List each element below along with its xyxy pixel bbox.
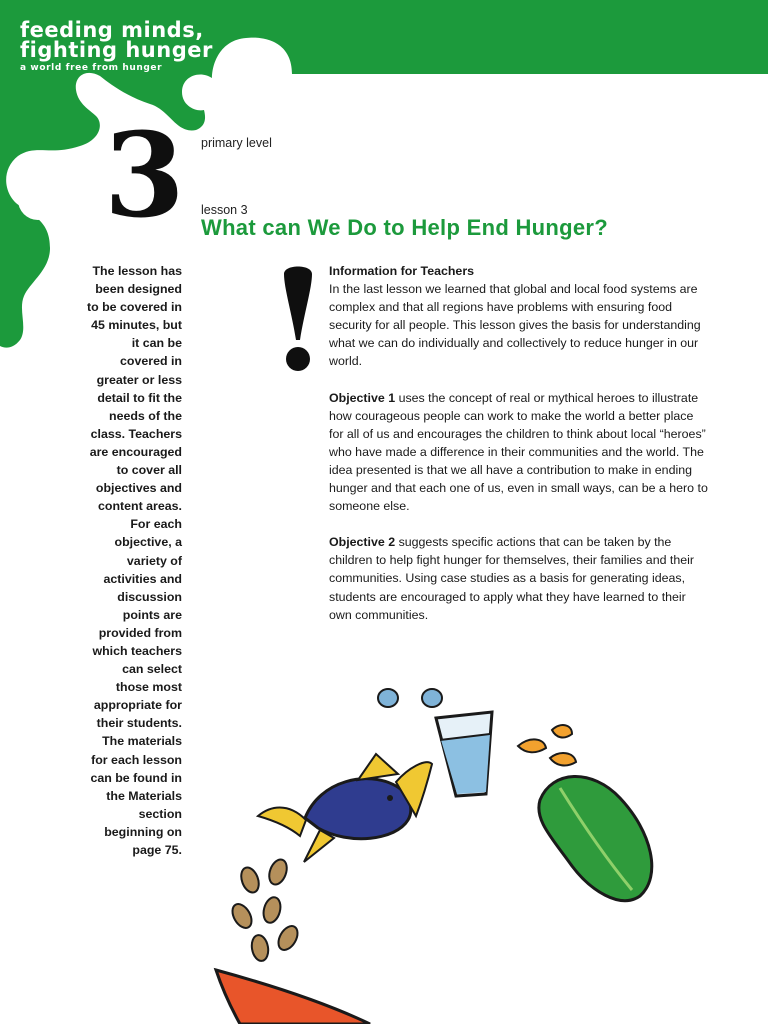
sidebar-line: objectives and [95,481,182,496]
sidebar-line: class. Teachers [90,426,182,441]
objective2-paragraph [329,533,709,623]
sidebar-line: their students. [96,716,182,731]
sidebar-line: 45 minutes, but [91,318,182,333]
sidebar-line: been designed [95,282,182,297]
food-illustration [200,670,720,1024]
sidebar-line: section [138,806,182,821]
sidebar-line: can select [122,662,182,677]
objective1-label: Objective 1 [329,390,396,405]
water-drops [378,689,442,707]
exclamation-icon [280,262,316,374]
sidebar-line: provided from [98,625,182,640]
orange-slices [518,725,576,765]
sidebar-line: those most [115,680,182,695]
sidebar-line: covered in [120,354,182,369]
sidebar-line: greater or less [96,372,182,387]
sidebar-note [58,262,182,859]
sidebar-line: can be found in [90,770,182,785]
sidebar-line: The materials [102,734,182,749]
brand-title-line1: feeding minds, [20,18,204,42]
brand-tagline: a world free from hunger [20,63,163,73]
sidebar-line: which teachers [92,643,182,658]
brand-title-line2: fighting hunger [20,38,213,62]
sidebar-line: page 75. [132,843,182,857]
sidebar-line: it can be [131,336,182,351]
sidebar-line: variety of [126,553,182,568]
objective1-paragraph [329,389,709,516]
sidebar-line: The lesson has [92,264,182,278]
sidebar-line: to cover all [116,463,182,478]
lesson-label: lesson 3 [201,203,248,217]
objective2-label: Objective 2 [329,535,396,550]
green-vegetable [539,776,652,900]
sidebar-line: appropriate for [93,698,182,713]
sidebar-line: for each lesson [91,752,182,767]
sidebar-line: discussion [117,589,182,604]
info-paragraph: In the last lesson we learned that global and local food systems are complex and that all regions have problems with ensuring food security for all people. This lesson gives the basis for understanding what we can do individually and collectively to reduce hunger in our world. [329,282,701,369]
water-glass [436,712,492,796]
fish [258,754,432,862]
sidebar-line: needs of the [109,408,182,423]
sidebar-line: the Materials [106,788,182,803]
sidebar-line: objective, a [114,535,182,550]
sidebar-line: content areas. [97,499,182,514]
sidebar-line: For each [130,517,182,532]
seeds [229,857,302,962]
sidebar-line: activities and [103,571,182,586]
info-heading: Information for Teachers [329,264,475,278]
lesson-number: 3 [104,108,185,244]
objective1-text: uses the concept of real or mythical heroes to illustrate how courageous people can work to make the world a better place for all of us and encourages the children to think about local “heroes” who have made a difference in their communities and the world. The idea presented is that we all have a contribution to make in ending hunger and that each one of us, even in small ways, can be a hero to someone else. [329,390,708,514]
main-content [329,262,709,624]
sidebar-line: detail to fit the [97,390,182,405]
sidebar-line: beginning on [104,824,182,839]
sidebar-line: to be covered in [86,300,182,315]
sidebar-line: are encouraged [89,444,182,459]
brand-logo [20,20,213,73]
level-label: primary level [201,136,272,150]
objective2-text: suggests specific actions that can be taken by the children to help fight hunger for themselves, their families and their communities. Using case studies as a basis for generating ideas, students are encouraged to apply what they have learned to their own communities. [329,535,695,622]
watermelon-slice [216,970,370,1024]
lesson-title: What can We Do to Help End Hunger? [201,215,609,240]
sidebar-line: points are [122,607,182,622]
